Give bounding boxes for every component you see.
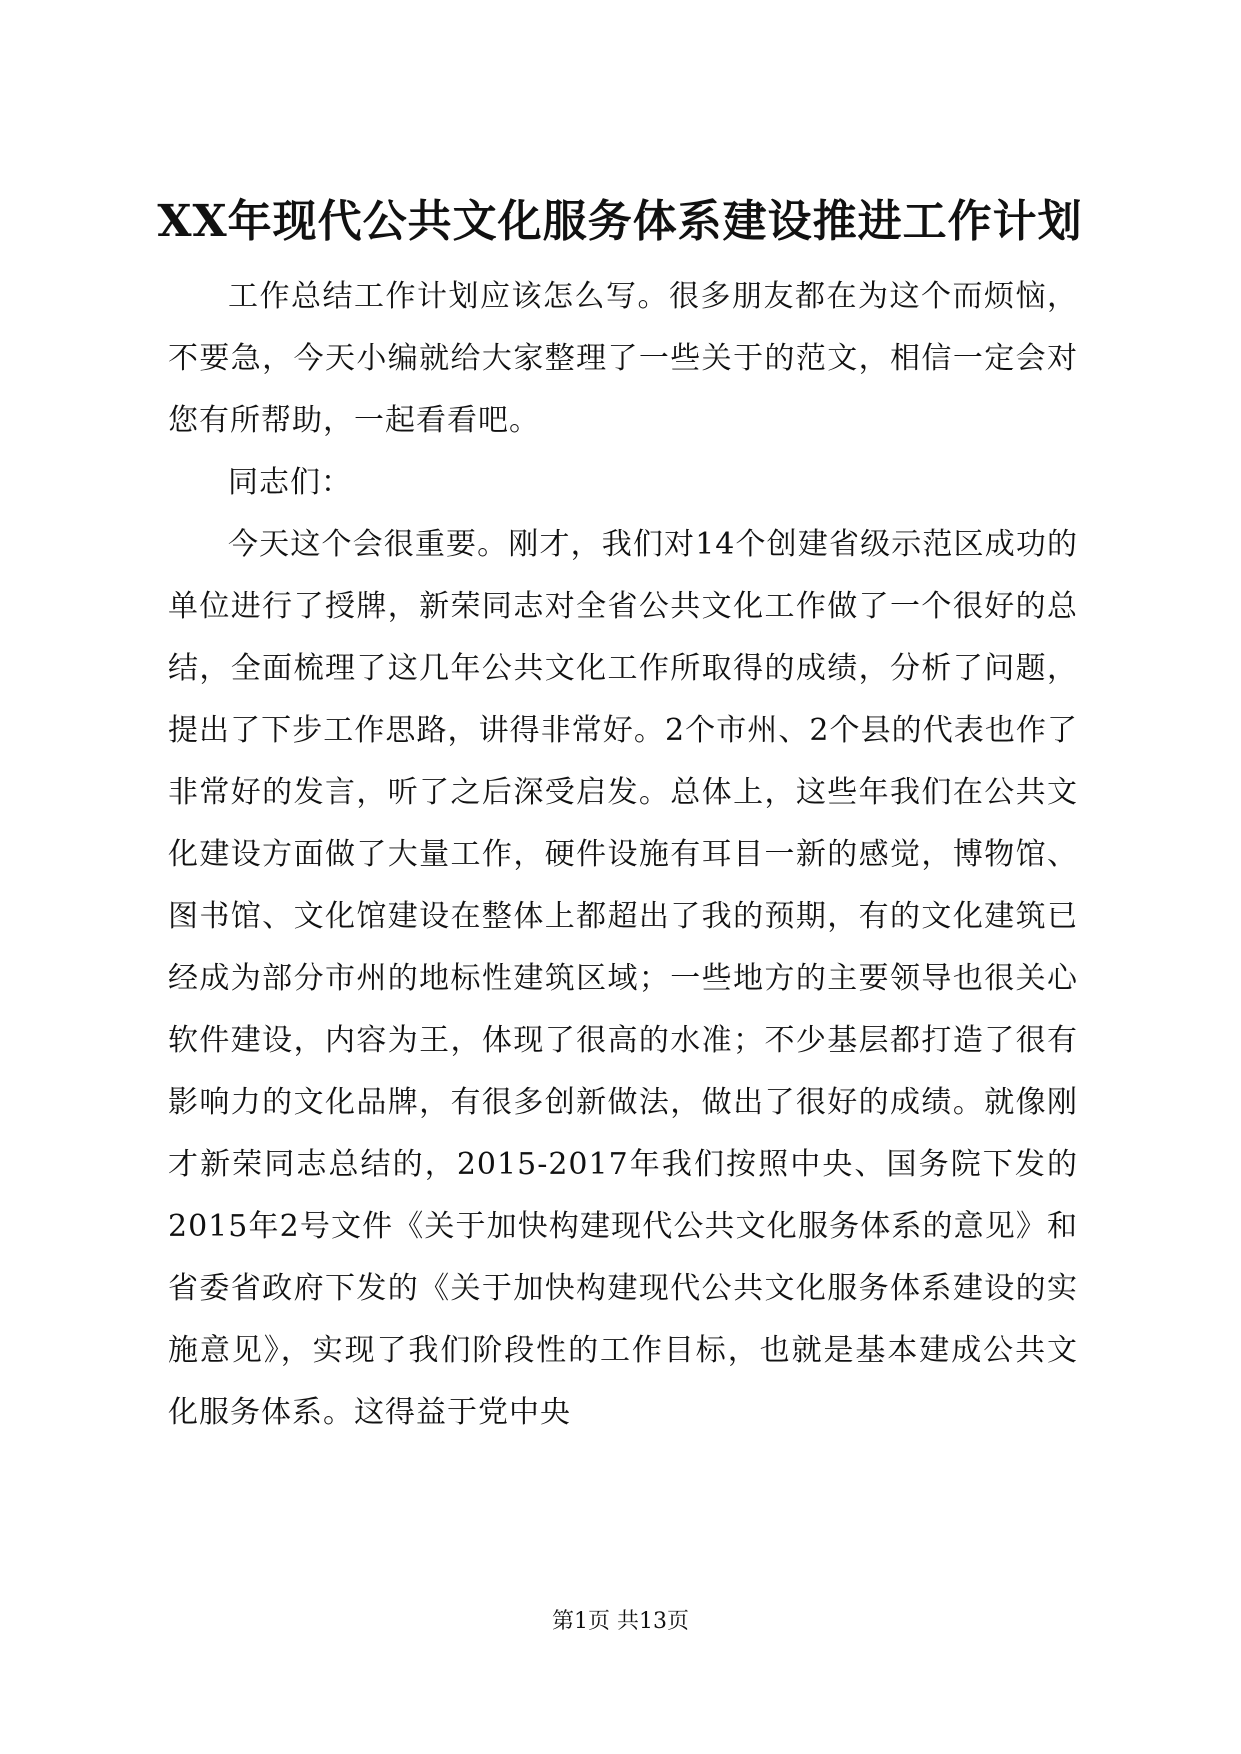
paragraph-salutation: 同志们：: [228, 465, 352, 500]
paragraph-main: 今天这个会很重要。刚才，我们对14个创建省级示范区成功的单位进行了授牌，新荣同志对全省公共文化工作做了一个很好的总结，全面梳理了这几年公共文化工作所取得的成绩，分析了问题，提出了下步工作思路，讲得非常好。2个市州、2个县的代表也作了非常好的发言，听了之后深受启发。总体上，这些年我们在公共文化建设方面做了大量工作，硬件设施有耳目一新的感觉，博物馆、图书馆、文化馆建设在整体上都超出了我的预期，有的文化建筑已经成为部分市州的地标性建筑区域；一些地方的主要领导也很关心软件建设，内容为王，体现了很高的水准；不少基层都打造了很有影响力的文化品牌，有很多创新做法，做出了很好的成绩。就像刚才新荣同志总结的，2015-2017年我们按照中央、国务院下发的2015年2号文件《关于加快构建现代公共文化服务体系的意见》和省委省政府下发的《关于加快构建现代公共文化服务体系建设的实施意见》，实现了我们阶段性的工作目标，也就是基本建成公共文化服务体系。这得益于党中央: [168, 527, 1078, 1430]
document-title: XX年现代公共文化服务体系建设推进工作计划: [157, 196, 1083, 247]
page-number: 第1页 共13页: [552, 1609, 689, 1634]
page-footer: [0, 1607, 1241, 1637]
document-body: [168, 266, 1078, 1444]
paragraph-intro: 工作总结工作计划应该怎么写。很多朋友都在为这个而烦恼，不要急，今天小编就给大家整理了一些关于的范文，相信一定会对您有所帮助，一起看看吧。: [168, 279, 1078, 438]
